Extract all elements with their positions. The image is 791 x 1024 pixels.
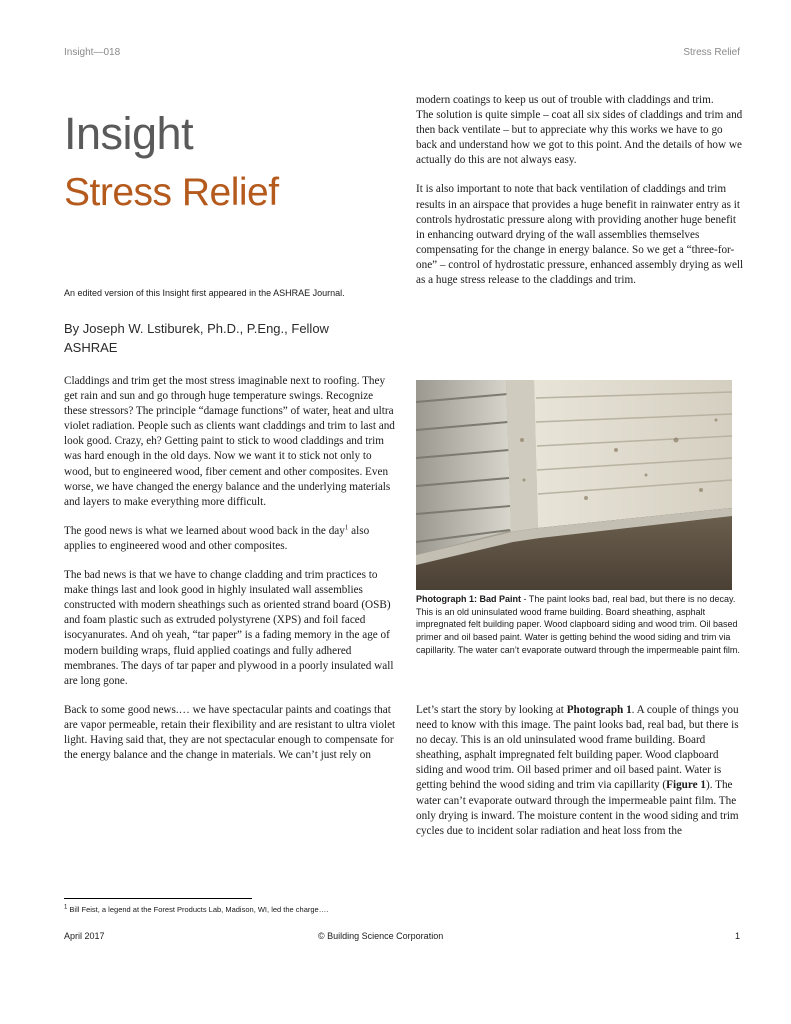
photograph-bad-paint [416,380,732,590]
footer-copyright: © Building Science Corporation [318,931,444,941]
running-header-left: Insight—018 [64,47,121,58]
page-number: 1 [734,931,740,941]
footnote-number: 1 [64,904,68,911]
footnote-divider [64,898,252,899]
figure-reference: Figure 1 [666,779,707,792]
author-byline: By Joseph W. Lstiburek, Ph.D., P.Eng., Fellow ASHRAE [64,321,329,355]
left-column [64,374,396,777]
paragraph: modern coatings to keep us out of trouble with claddings and trim. [416,94,714,106]
photograph-reference: Photograph 1 [566,704,632,716]
paragraph: Back to some good news.… we have spectacular paints and coatings that are vapor permeable, retain their flexibility and are resistant to ultra violet light. Having said that, they are not spectacular enough to compensate for the energy balance and the change in materials. We can’t just rely on [64,703,396,762]
right-column-bottom [416,703,745,853]
paragraph: The good news is what we learned about wood back in the day$^1$ also applies to engineered wood and other composites. [64,523,370,552]
edited-version-note: An edited version of this Insight first appeared in the ASHRAE Journal. [64,288,345,298]
footer-date: April 2017 [64,931,105,941]
page-subtitle: Stress Relief [64,171,279,214]
paragraph: It is also important to note that back ventilation of claddings and trim results in an airspace that provides a huge benefit in rainwater entry as it controls hydrostatic pressure along with providing another huge benefit in enhancing outward drying of the wall assemblies themselves compensating for the change in energy balance. So we get a “three-for-one” – control of hydrostatic pressure, enhanced assembly drying as well as a huge stress release to the claddings and trim. [416,183,744,287]
paragraph: Let’s start the story by looking at Photograph 1. A couple of things you need to know with this image. The paint looks bad, real bad, but there is no decay. This is an old uninsulated wood frame building. Board sheathing, asphalt impregnated felt building paper. Wood clapboard siding and wood trim. Oil based primer and oil based paint. Water is getting behind the wood siding and trim via capillarity (Figure 1). The water can’t evaporate outward through the impermeable paint film. The only drying is inward. The moisture content in the wood siding and trim cycles due to incident solar radiation and heat loss from the [416,704,739,837]
footnote [64,905,328,914]
paragraph: Claddings and trim get the most stress imaginable next to roofing. They get rain and sun and go through huge temperature swings. Recognize these stressors? The principle “damage functions” of water, heat and ultra violet radiation. People such as clients want claddings and trim to last and look good. Crazy, eh? Getting paint to stick to wood claddings and trim was hard enough in the old days. Now we want it to stick not only to wood, but to engineered wood, fiber cement and other composites. Even worse, we have changed the energy balance and the underlying materials and layers to make everything more difficult. [64,375,395,508]
caption-text: - The paint looks bad, real bad, but there is no decay. This is an old uninsulated wood frame building. Board sheathing, asphalt impregnated felt building paper. Wood clapboard siding and wood trim. Oil based primer and oil based paint. Water is getting behind the wood siding and trim via capillarity. The water can’t evaporate outward through the impermeable paint film. [416,594,740,655]
right-column-top [416,93,745,302]
running-header-right: Stress Relief [683,47,740,58]
paragraph: The bad news is that we have to change cladding and trim practices to make things last and look good in highly insulated wall assemblies constructed with modern sheathings such as oriented strand board (OSB) and foam plastic such as extruded polystyrene (XPS) and foil faced isocyanurates. And oh yeah, “tar paper” is a fading memory in the age of modern building wraps, fluid applied coatings and fully adhered membranes. The days of tar paper and plywood in a poorly insulated wall are long gone. [64,569,394,687]
footnote-ref[interactable]: 1 [344,523,349,532]
photo-caption [416,593,744,657]
caption-title: Photograph 1: Bad Paint [416,594,522,604]
footnote-text: Bill Feist, a legend at the Forest Products Lab, Madison, WI, led the charge…. [67,905,329,914]
page-title: Insight [64,108,194,159]
paragraph: The solution is quite simple – coat all six sides of claddings and trim and then back ventilate – but to appreciate why this works we have to go back and understand how we got to this point. And the details of how we actually do this are not always easy. [416,109,743,167]
